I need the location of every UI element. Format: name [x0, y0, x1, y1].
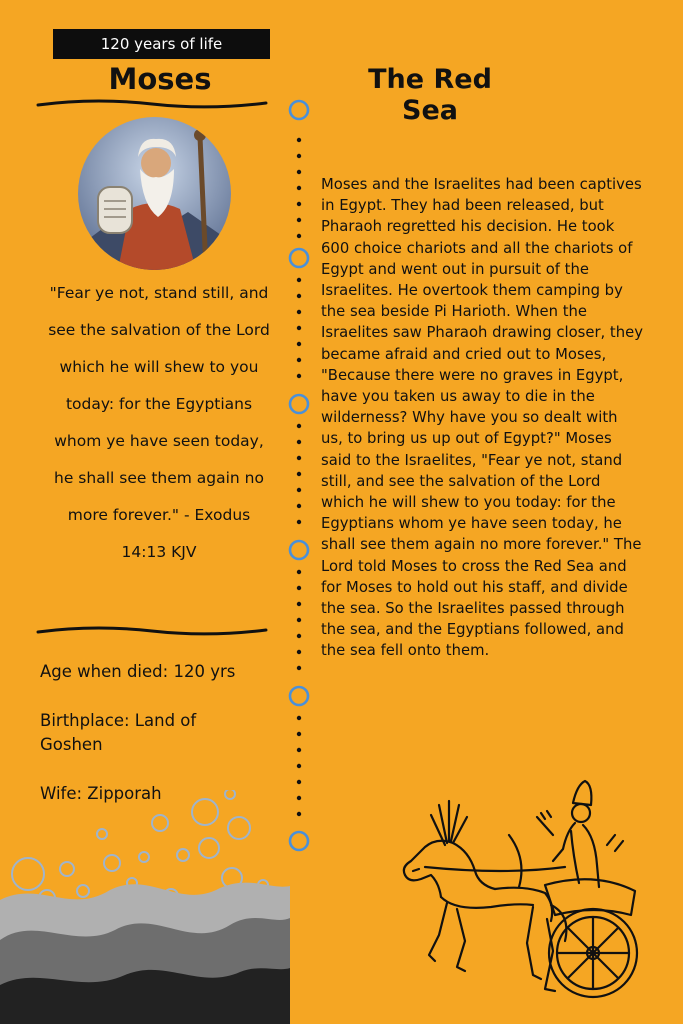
chariot-illustration [395, 775, 650, 1010]
squiggle-divider-bottom [36, 624, 268, 638]
timeline-connector [285, 98, 313, 858]
age-banner: 120 years of life [53, 29, 270, 59]
section-title: The Red Sea [368, 64, 492, 126]
fact-birthplace: Birthplace: Land of Goshen [40, 711, 197, 754]
scripture-quote: "Fear ye not, stand still, and see the salvation of the Lord which he will shew to you today: for the Egyptians whom ye have seen today, he shall see them again no more forever." - Exodus 14:13 KJV [48, 284, 270, 561]
moses-portrait-image [78, 117, 231, 270]
fact-age-when-died: Age when died: 120 yrs [40, 662, 236, 681]
story-paragraph: Moses and the Israelites had been captives in Egypt. They had been released, but Pharaoh regretted his decision. He took 600 choice chariots and all the chariots of Egypt and went out in pursuit of the Israelites. He overtook them camping by the sea beside Pi Harioth. When the Israelites saw Pharaoh drawing closer, they became afraid and cried out to Moses, "Because there were no graves in Egypt, have you taken us away to die in the wilderness? Why have you so dealt with us, to bring us up out of Egypt?" Moses said to the Israelites, "Fear ye not, stand still, and see the salvation of the Lord which he will shew to you today: for the Egyptians whom ye have seen today, he shall see them again no more forever." The Lord told Moses to cross the Red Sea and for Moses to hold out his staff, and divide the sea. So the Israelites passed through the sea, and the Egyptians followed, and the sea fell onto them. [321, 176, 643, 660]
fact-wife: Wife: Zipporah [40, 784, 162, 803]
person-name-title: Moses [108, 62, 212, 96]
sea-waves-illustration [0, 790, 290, 1024]
squiggle-divider-top [36, 97, 268, 111]
